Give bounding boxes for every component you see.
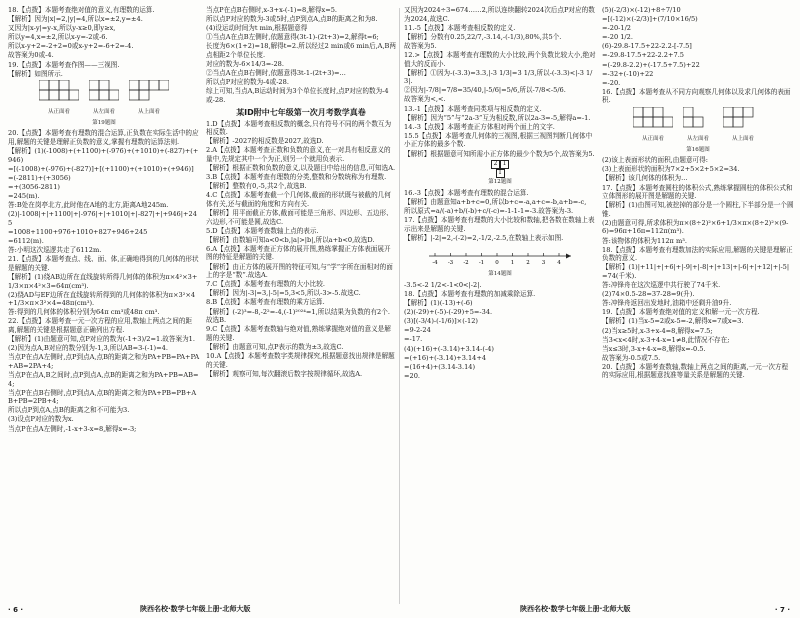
left-page-number: · 6 · [8,606,24,614]
figure-caption: 第12题图 [488,179,512,186]
left-view-drawing [89,80,119,108]
figure-label: 从上面看 [137,109,160,116]
paragraph: 【解析】由数轴可知a<0<b,|a|>|b|,所以a+b<0,故选D. [206,235,375,244]
figure-12-digit-grid [404,160,596,187]
number-line-tick-label: -2 [463,260,469,267]
paragraph: 【解析】整数有0,-5,共2个,故选B. [206,182,307,191]
paragraph: =6112(m). [8,237,44,246]
paragraph: 17.【点拨】本题考查有理数的大小比较和数轴,把各数在数轴上表示出来是解题的关键. [404,215,595,233]
top-view [129,80,169,117]
exam-section-title: 某ID附中七年级第一次月考数学真卷 [236,107,366,117]
paragraph: =-32+(-10)+22 [602,69,654,78]
paragraph: (2)该上表面形状的面积,由题意可得: [602,156,708,165]
number-line-tick-label: -3 [447,260,454,267]
paragraph: 15.5【点拨】本题考查几何体的三视图,根据三视图判断几何体中小正方体的最多个数. [404,131,593,149]
paragraph: =245(m). [8,192,40,201]
top-view [723,107,763,144]
paragraph: 【解析】(1)|+11|+|+6|+|-9|+|-8|+|+13|+|-6|+|+12|+|-5|=74(千米). [602,263,790,280]
paragraph: (3)上表面形状的面积为7×2+5×2+5×2=34. [602,165,740,174]
paragraph: 1.D【点拨】本题考查相反数的概念,只有符号不同的两个数互为相反数. [206,119,392,137]
paragraph: 对应的数为-6×14/3=-28. [206,60,284,69]
figure-label: 从左面看 [686,136,709,143]
paragraph: =(+16)+(-3.14)+3.14+4 [404,353,487,362]
figure-label: 从上面看 [731,136,754,143]
paragraph: ②当点A在点B右侧时,依题意得3t-1-(2t+3)=... [206,69,346,78]
paragraph: =9-2-24 [404,326,431,335]
paragraph: 又因为2024÷3=674……2,所以连续翻转2024次后点P对应的数为2024,故选C. [404,6,595,23]
paragraph: 当3<x<4时,x-3+4-x=1≠8,此情况不存在; [602,335,730,344]
paragraph: 答:冲锋舟返回出发地时,油箱中还剩升油9升. [602,299,732,308]
paragraph: =-20 1/2. [602,33,633,42]
paragraph: ①当点A在点B左侧时,依题意得(3t-1)-(2t+3)=2,解得t=6; [206,33,379,42]
paragraph: (4)设运动时间为t min,根据题意得 [206,24,308,33]
left-footer-text: 陕西名校·数学七年级上册·北师大版 [140,605,251,613]
paragraph: =[(-12)×(-2/3)]+(7/10×16/5) [602,15,698,24]
paragraph: 14.-3【点拨】本题考查正方体相对两个面上的文字. [404,122,555,131]
paragraph: 【解析】因为“5”与“2a-3”互为相反数,所以2a-3=-5,解得a=-1. [404,113,591,122]
paragraph: 当点P在点B右侧时,点P到点A,点B的距离之和为PA+PB=PB+AB+PB=2PB+4; [8,388,197,406]
paragraph: 【解析】(-2)³=-8,-2²=-4,(-1)²⁰²⁴=1,所以结果为负数的有2个.故选B. [206,307,390,325]
paragraph: 当点P在点A左侧时,-1-x+3-x=8,解得x=-3; [8,424,137,433]
page-gutter [399,8,400,604]
paragraph: 又因为|x-y|=y-x,所以y-x≥0,即y≥x, [8,24,116,33]
figure-caption: 第14题图 [488,271,512,278]
paragraph: =1008+1100+976+1010+827+946+245 [8,227,148,236]
paragraph: 当点P在点B右侧时,x-3+x-(-1)=8,解得x=5. [206,6,338,14]
paragraph: (3)设点P对应的数为x. [8,415,74,424]
left-view [683,107,713,144]
paragraph: =20. [404,371,421,380]
paragraph: 18.【点拨】本题考查绝对值的意义,有理数的运算. [8,6,155,14]
paragraph: =-17. [404,335,423,344]
paragraph: 12.>【点拨】本题考查有理数的大小比较,两个负数比较大小,绝对值大的反而小. [404,50,596,68]
paragraph: 【解析】由正方体的展开图的特征可知,与“学”字所在面相对的面上的字是“数”.故选A. [206,262,393,280]
figure-19-three-views [8,80,200,117]
paragraph: =+(3056-2811) [8,183,60,191]
paragraph: (6)-29.8-17.5+22-2.2-[-7.5] [602,42,692,51]
paragraph: 16.【点拨】本题考查从不同方向观察几何体以及求几何体的表面积. [602,87,791,105]
paragraph: (2)当x≥5时,x-3+x-4=8,解得x=7.5; [602,326,713,335]
paragraph: 故答案为<,<. [404,95,446,104]
number-line-tick-label: -4 [432,260,438,267]
paragraph: =-20-1/2 [602,24,631,33]
paragraph: 【解析】该几何体的体积为... [602,174,688,183]
paragraph: 答:小明这次巡逻共走了6112m. [8,246,102,255]
paragraph: 2.A【点拨】本题考查正数和负数的意义,在一对具有相反意义的量中,先规定其中一个为正,则另一个就用负表示. [206,146,391,163]
paragraph: 【解析】(1)由题意可知,点P对应的数为(-1+3)/2=1.故答案为1. [8,335,195,344]
paragraph: 【解析】观察可知,每次翻滚后数字按规律循环,故选A. [206,369,363,378]
number-line-arrow [566,254,571,259]
paragraph: 8.B【点拨】本题考查有理数的乘方运算. [206,298,325,307]
figure-label: 从正面看 [641,136,664,143]
paragraph: 所以原式=a/(-a)+b/(-b)+c/(-c)=-1-1-1=-3.故答案为-3. [404,206,574,215]
number-line-ticks [432,253,561,266]
paragraph: 【解析】|-2|=2,-(-2)=2,-1/2,-2.5,在数轴上表示如图. [404,233,564,242]
column-3 [404,6,596,596]
front-view-drawing [39,80,79,108]
paragraph: 【解析】(1)(-13)+(-6) [404,299,473,308]
paragraph: 13.-1【点拨】本题考查同类项与相反数的定义. [404,104,542,113]
paragraph: 【解析】因为|x|=2,|y|=4,所以x=±2,y=±4. [8,15,143,24]
paragraph: 17.【点拨】本题考查圆柱的体积公式,熟练掌握圆柱的体积公式和立体图形的展开图是解题的关键. [602,183,793,201]
paragraph: 【解析】分数有0.25,22/7,-3.14,-(-1/3),80%,共5个. [404,32,562,41]
paragraph: (5)(-2/3)×(-12)+8÷7/10 [602,6,681,14]
top-view-drawing [723,107,763,135]
paragraph: 长度为6×(1+2)=18,解得t=2.所以经过2 min或6 min后,A,B两点相距2个单位长度. [206,42,396,59]
digit-grid [488,160,512,187]
paragraph: 18.【点拨】本题考查有理数的加减乘除运算. [404,289,536,298]
grid-digit: 1 [500,160,509,169]
paragraph: 【解析】因为|-3|=3,|-5|=5,3<5,所以-3>-5.故选C. [206,289,361,298]
paragraph: ②因为|-7/8|=7/8=35/40,|-5/6|=5/6,所以-7/8<-5/6. [404,86,566,95]
paragraph: 综上可知,当点A,B运动时间为3个单位长度时,点P对应的数为-4或-28. [206,87,389,104]
figure-label: 从左面看 [92,109,115,116]
front-view [633,107,673,144]
number-line-tick-label: 1 [510,260,515,267]
paragraph: 所以点P对应的数为-4或-28. [206,78,289,87]
paragraph: 7.C【点拨】本题考查有理数的大小比较. [206,280,325,289]
paragraph: 【解析】由题意可知,点P表示的数为±3,故选C. [206,342,344,351]
figure-16-three-views [602,107,794,144]
paragraph: 【解析】用平面截正方体,截面可能是三角形、四边形、五边形、六边形,不可能是圆,故选C. [206,208,393,226]
column-4 [602,6,794,596]
paragraph: 故答案为-0.5或7.5. [602,353,661,362]
right-page-number: · 7 · [774,606,790,614]
paragraph: 所以点P到点A,点B的距离之和不可能为3. [8,406,130,415]
paragraph: 10.A【点拨】本题考查数字类规律探究,根据题意找出规律是解题的关键. [206,351,395,369]
paragraph: 4.C【点拨】本题考查截一个几何体,截面的形状既与被截的几何体有关,还与截面的角度和方向有关. [206,191,391,208]
paragraph: (2)(-29)+(-5)-(-29)+5=-34. [404,308,493,317]
right-footer-text: 陕西名校·数学七年级上册·北师大版 [520,605,631,613]
left-view [89,80,119,117]
number-line-tick-label: 3 [541,260,546,267]
paragraph: 答:冲锋舟在这次巡逻中共行驶了74千米. [602,281,721,290]
paragraph: 当点P在点A左侧时,点P到点A,点B的距离之和为PA+PB=PA+PA+AB=2PA+4; [8,353,200,370]
number-line-figure [425,244,575,268]
paragraph: =(16+4)+(3.14-3.14) [404,362,476,371]
paragraph: 16.-3【点拨】本题考查有理数的混合运算. [404,188,529,197]
number-line-tick-label: 2 [526,260,530,267]
paragraph: 【解析】如图所示. [8,69,63,78]
paragraph: 11.-5【点拨】本题考查相反数的定义. [404,23,516,32]
figure-caption: 第16题图 [686,146,710,153]
paragraph: 当x≤3时,3-x+4-x=8,解得x=-0.5. [602,344,706,353]
paragraph: 答:该物体的体积为112π m³. [602,236,687,245]
paragraph: (2)绕AD与EF边所在直线旋转所得到的几何体的体积为π×3²×4+1/3×π×3²×4=48π(cm³). [8,290,196,308]
paragraph: 9.C【点拨】本题考查数轴与绝对值,熟练掌握绝对值的意义是解题的关键. [206,325,391,342]
paragraph: 故答案为5. [404,41,437,50]
number-line-tick-label: 4 [557,260,561,267]
column-2 [206,6,396,596]
top-view-drawing [129,80,169,108]
paragraph: =(-2811)+(+3056) [8,173,71,182]
paragraph: =(-29.8-2.2)+(-17.5+7.5)+22 [602,60,700,69]
paragraph: (2)因为点A,B对应的数分别为-1,3,所以AB=3-(-1)=4. [8,344,168,353]
paragraph: =-29.8-17.5+22-2.2+7.5 [602,51,684,60]
number-line-tick-label: -1 [478,260,485,267]
left-view-drawing [683,107,713,135]
paragraph: 21.【点拨】本题考查点、线、面、体,正确地得到的几何体的形状是解题的关键. [8,255,199,272]
paragraph: =-20. [602,78,621,87]
paragraph: 所以点P对应的数为-3或5时,点P到点A,点B的距离之和为8. [206,15,378,24]
front-view [39,80,79,117]
paragraph: 【解析】(1)绕AB边所在直线旋转所得几何体的体积为π×4²×3+1/3×π×4²×3=64π(cm³). [8,272,198,290]
paragraph: 19.【点拨】本题考查绝对值的定义和解一元一次方程. [602,308,760,317]
grid-digit: 2 [491,160,500,169]
paragraph: 答:B处在岗亭北方,此时他在A地的北方,距离A地245m. [8,201,169,210]
paragraph: 20.【点拨】本题考查有理数的混合运算,正负数在实际生活中的应用,解题的关键是理解正负数的意义,掌握有理数的运算法则. [8,129,199,147]
front-view-drawing [633,107,673,135]
paragraph: 【解析】(1)当x-5=2或x-5=-2,解得x=7或x=3. [602,317,744,326]
column-1 [8,6,200,596]
paragraph: 20.【点拨】本题考查数轴,数轴上两点之间的距离,一元一次方程的实际应用,根据题意找准等量关系是解题的关键. [602,362,789,380]
figure-label: 从正面看 [47,109,70,116]
paragraph: 【解析】由题意知a+b+c=0,所以b+c=-a,a+c=-b,a+b=-c, [404,197,587,206]
paragraph: 【解析】①因为-(-3.3)=3.3,|-3 1/3|=3 1/3,所以-(-3.3)<|-3 1/3|. [404,68,593,86]
paragraph: 18.【点拨】本题考查有理数加法的实际应用,解题的关键是理解正负数的意义. [602,245,793,263]
paragraph: 所以x-y+2=-2+2=0或x-y+2=-6+2=-4. [8,42,134,51]
grid-digit: 1 [496,169,505,178]
paragraph: 答:得到的几何体的体积分别为64π cm³或48π cm³. [8,308,160,317]
paragraph: 【解析】(1)(-1008)+(+1100)+(-976)+(+1010)+(-827)+(+946) [8,147,199,164]
paragraph: 【解析】根据正数和负数的意义,以及题目中给出的信息,可知选A. [206,164,396,172]
paragraph: (2)74×0.5-28=37-28=9(升). [602,290,695,299]
paragraph: 所以y=4,x=±2,所以x-y=-2或-6. [8,33,108,42]
paragraph: 6.A【点拨】本题考查正方体的展开图,熟练掌握正方体表面展开图的特征是解题的关键. [206,244,391,262]
paragraph: 【解析】(1)由图可知,被挖掉的部分是一个圆柱,下半部分是一个圆锥. [602,201,794,218]
paragraph: (4)(+16)+(-3.14)+3.14-(-4) [404,344,494,353]
paragraph: =[(-1008)+(-976)+(-827)]+[(+1100)+(+1010)+(+946)] [8,164,194,173]
paragraph: 【解析】-2027的相反数是2027,故选D. [206,137,324,146]
paragraph: (2)|-1008|+|+1100|+|-976|+|+1010|+|-827|+|+946|+245 [8,210,197,227]
figure-caption: 第19题图 [92,119,116,126]
paragraph: 当点P在点A,B之间时,点P到点A,点B的距离之和为PA+PB=AB=4; [8,370,199,388]
number-line-tick-label: 0 [495,260,499,267]
paragraph: 19.【点拨】本题考查作图——三视图. [8,60,120,69]
paragraph: 3.B【点拨】本题考查有理数的分类,整数和分数统称为有理数. [206,173,387,182]
paragraph: -3.5<-2 1/2<-1<0<|-2|. [404,280,482,289]
paragraph: 故答案为0或-4. [8,51,54,60]
paragraph: (3)[(-3/4)-(-1/6)]×(-12) [404,317,478,326]
paragraph: 【解析】根据题意可知所需小正方体的最少个数为5个,故答案为5. [404,149,595,158]
paragraph: (2)由题意可得,所求体积为π×(8÷2)²×6+1/3×π×(8÷2)²×(9-6)=96π+16π=112π(m³). [602,218,789,236]
paragraph: 22.【点拨】本题考查一元一次方程的应用,数轴上两点之间的距离,解题的关键是根据题意正确列出方程. [8,317,193,334]
paragraph: 5.D【点拨】本题考查数轴上点的表示. [206,226,319,235]
